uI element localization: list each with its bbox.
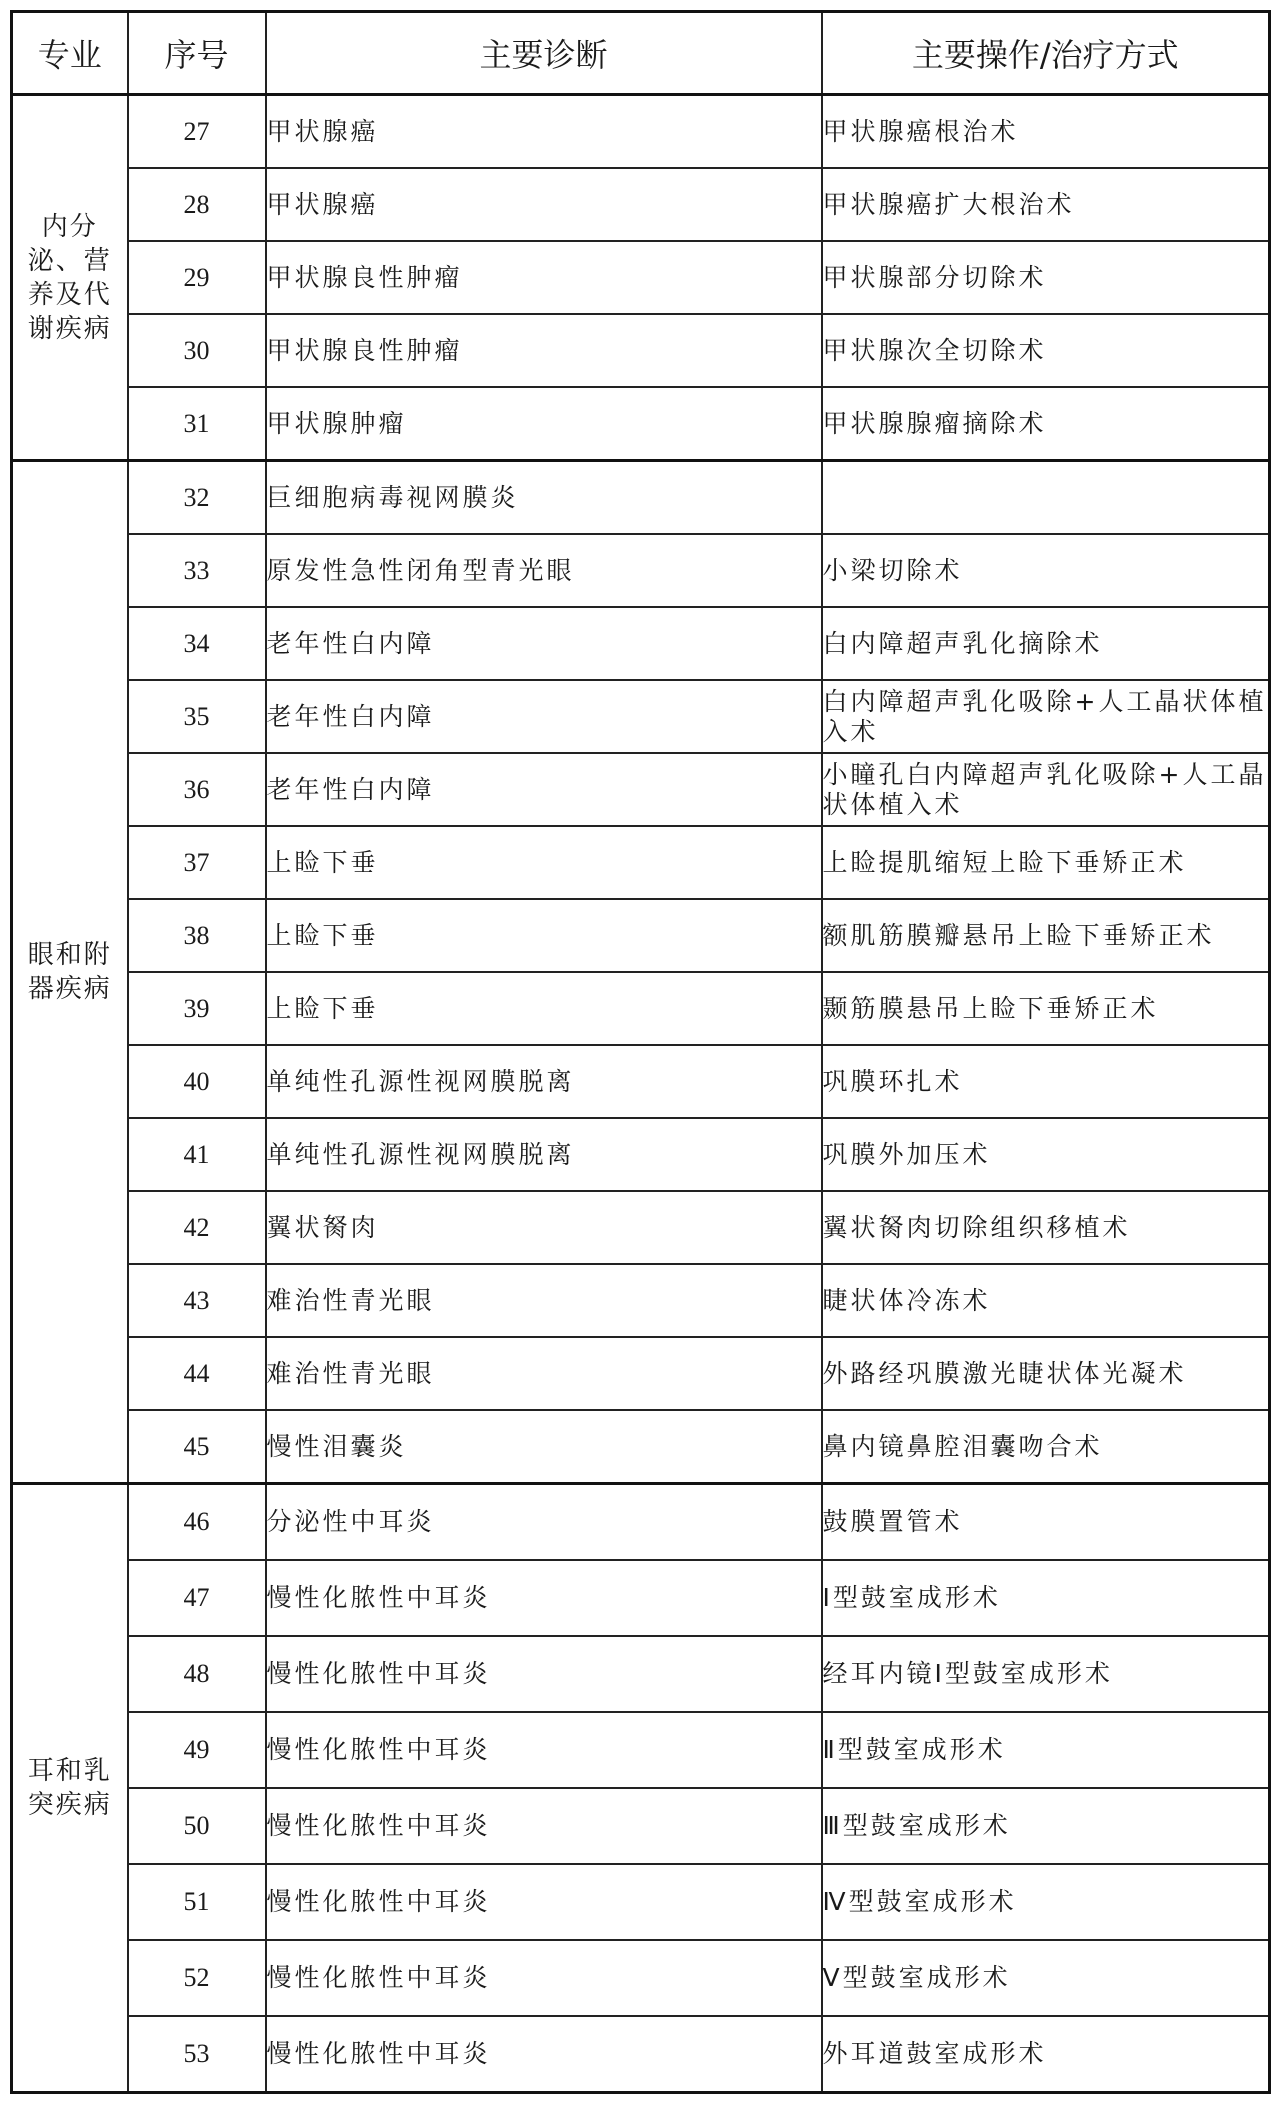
table-body <box>12 95 1270 2093</box>
table-row <box>12 95 1270 169</box>
diagnosis-cell: 老年性白内障 <box>266 607 822 680</box>
table-row <box>12 241 1270 314</box>
header-specialty: 专业 <box>12 12 128 95</box>
row-number: 43 <box>128 1264 266 1337</box>
operation-cell: Ⅲ型鼓室成形术 <box>822 1788 1270 1864</box>
diagnosis-cell: 老年性白内障 <box>266 753 822 826</box>
row-number: 36 <box>128 753 266 826</box>
row-number: 53 <box>128 2016 266 2093</box>
operation-cell: 巩膜外加压术 <box>822 1118 1270 1191</box>
diagnosis-cell: 慢性化脓性中耳炎 <box>266 1788 822 1864</box>
operation-cell: 白内障超声乳化吸除+人工晶状体植入术 <box>822 680 1270 753</box>
row-number: 29 <box>128 241 266 314</box>
operation-cell: 颞筋膜悬吊上睑下垂矫正术 <box>822 972 1270 1045</box>
row-number: 31 <box>128 387 266 461</box>
operation-cell: 额肌筋膜瓣悬吊上睑下垂矫正术 <box>822 899 1270 972</box>
table-row <box>12 972 1270 1045</box>
operation-cell: 外路经巩膜激光睫状体光凝术 <box>822 1337 1270 1410</box>
table-row <box>12 1264 1270 1337</box>
table-row <box>12 607 1270 680</box>
table-row <box>12 1864 1270 1940</box>
diagnosis-cell: 慢性化脓性中耳炎 <box>266 1560 822 1636</box>
diagnosis-cell: 甲状腺良性肿瘤 <box>266 314 822 387</box>
row-number: 33 <box>128 534 266 607</box>
row-number: 42 <box>128 1191 266 1264</box>
diagnosis-cell: 慢性化脓性中耳炎 <box>266 1864 822 1940</box>
row-number: 45 <box>128 1410 266 1484</box>
table-row <box>12 1191 1270 1264</box>
operation-cell: 小瞳孔白内障超声乳化吸除+人工晶状体植入术 <box>822 753 1270 826</box>
row-number: 51 <box>128 1864 266 1940</box>
specialty-label: 眼和附器疾病 <box>27 940 112 1004</box>
diagnosis-cell: 单纯性孔源性视网膜脱离 <box>266 1045 822 1118</box>
row-number: 49 <box>128 1712 266 1788</box>
table-row <box>12 1337 1270 1410</box>
row-number: 32 <box>128 461 266 535</box>
diagnosis-cell: 翼状胬肉 <box>266 1191 822 1264</box>
diagnosis-cell: 难治性青光眼 <box>266 1337 822 1410</box>
table-row <box>12 461 1270 535</box>
diagnosis-cell: 上睑下垂 <box>266 899 822 972</box>
table-row <box>12 899 1270 972</box>
table-row <box>12 1118 1270 1191</box>
table-row <box>12 387 1270 461</box>
diagnosis-cell: 上睑下垂 <box>266 972 822 1045</box>
diagnosis-cell: 慢性化脓性中耳炎 <box>266 1636 822 1712</box>
row-number: 30 <box>128 314 266 387</box>
table-row <box>12 680 1270 753</box>
table-row <box>12 168 1270 241</box>
operation-cell: 甲状腺部分切除术 <box>822 241 1270 314</box>
table-row <box>12 1788 1270 1864</box>
table-row <box>12 1712 1270 1788</box>
operation-cell: 鼻内镜鼻腔泪囊吻合术 <box>822 1410 1270 1484</box>
row-number: 44 <box>128 1337 266 1410</box>
table-row <box>12 1636 1270 1712</box>
diagnosis-cell: 甲状腺肿瘤 <box>266 387 822 461</box>
diagnosis-cell: 甲状腺良性肿瘤 <box>266 241 822 314</box>
header-operation: 主要操作/治疗方式 <box>822 12 1270 95</box>
header-diagnosis: 主要诊断 <box>266 12 822 95</box>
row-number: 41 <box>128 1118 266 1191</box>
operation-cell: 外耳道鼓室成形术 <box>822 2016 1270 2093</box>
table-row <box>12 1410 1270 1484</box>
operation-cell: 甲状腺腺瘤摘除术 <box>822 387 1270 461</box>
row-number: 28 <box>128 168 266 241</box>
diagnosis-cell: 老年性白内障 <box>266 680 822 753</box>
row-number: 40 <box>128 1045 266 1118</box>
operation-cell: 经耳内镜I型鼓室成形术 <box>822 1636 1270 1712</box>
operation-cell: 鼓膜置管术 <box>822 1484 1270 1561</box>
row-number: 50 <box>128 1788 266 1864</box>
operation-cell: 翼状胬肉切除组织移植术 <box>822 1191 1270 1264</box>
row-number: 38 <box>128 899 266 972</box>
header-number: 序号 <box>128 12 266 95</box>
operation-cell: 上睑提肌缩短上睑下垂矫正术 <box>822 826 1270 899</box>
table-row <box>12 1560 1270 1636</box>
table-row <box>12 2016 1270 2093</box>
row-number: 35 <box>128 680 266 753</box>
operation-cell: Ⅴ型鼓室成形术 <box>822 1940 1270 2016</box>
diagnosis-cell: 单纯性孔源性视网膜脱离 <box>266 1118 822 1191</box>
operation-cell: Ⅳ型鼓室成形术 <box>822 1864 1270 1940</box>
specialty-cell <box>12 461 128 1484</box>
table-row <box>12 753 1270 826</box>
diagnosis-cell: 慢性化脓性中耳炎 <box>266 2016 822 2093</box>
row-number: 47 <box>128 1560 266 1636</box>
header-row <box>12 12 1270 95</box>
row-number: 39 <box>128 972 266 1045</box>
diagnosis-cell: 慢性化脓性中耳炎 <box>266 1940 822 2016</box>
procedure-table <box>10 10 1271 2094</box>
specialty-cell <box>12 1484 128 2093</box>
table-row <box>12 1045 1270 1118</box>
operation-cell: 甲状腺癌扩大根治术 <box>822 168 1270 241</box>
diagnosis-cell: 慢性泪囊炎 <box>266 1410 822 1484</box>
operation-cell: 小梁切除术 <box>822 534 1270 607</box>
row-number: 37 <box>128 826 266 899</box>
diagnosis-cell: 分泌性中耳炎 <box>266 1484 822 1561</box>
row-number: 27 <box>128 95 266 169</box>
operation-cell: 白内障超声乳化摘除术 <box>822 607 1270 680</box>
row-number: 52 <box>128 1940 266 2016</box>
operation-cell <box>822 461 1270 535</box>
specialty-cell <box>12 95 128 461</box>
table-row <box>12 534 1270 607</box>
operation-cell: I型鼓室成形术 <box>822 1560 1270 1636</box>
row-number: 34 <box>128 607 266 680</box>
table-row <box>12 314 1270 387</box>
diagnosis-cell: 上睑下垂 <box>266 826 822 899</box>
operation-cell: Ⅱ型鼓室成形术 <box>822 1712 1270 1788</box>
table-row <box>12 1484 1270 1561</box>
operation-cell: 甲状腺癌根治术 <box>822 95 1270 169</box>
row-number: 46 <box>128 1484 266 1561</box>
diagnosis-cell: 慢性化脓性中耳炎 <box>266 1712 822 1788</box>
diagnosis-cell: 难治性青光眼 <box>266 1264 822 1337</box>
table-row <box>12 1940 1270 2016</box>
diagnosis-cell: 甲状腺癌 <box>266 168 822 241</box>
diagnosis-cell: 巨细胞病毒视网膜炎 <box>266 461 822 535</box>
specialty-label: 耳和乳突疾病 <box>27 1756 112 1820</box>
operation-cell: 睫状体冷冻术 <box>822 1264 1270 1337</box>
row-number: 48 <box>128 1636 266 1712</box>
diagnosis-cell: 甲状腺癌 <box>266 95 822 169</box>
diagnosis-cell: 原发性急性闭角型青光眼 <box>266 534 822 607</box>
table-row <box>12 826 1270 899</box>
specialty-label: 内分泌、营养及代谢疾病 <box>27 211 112 344</box>
operation-cell: 甲状腺次全切除术 <box>822 314 1270 387</box>
operation-cell: 巩膜环扎术 <box>822 1045 1270 1118</box>
